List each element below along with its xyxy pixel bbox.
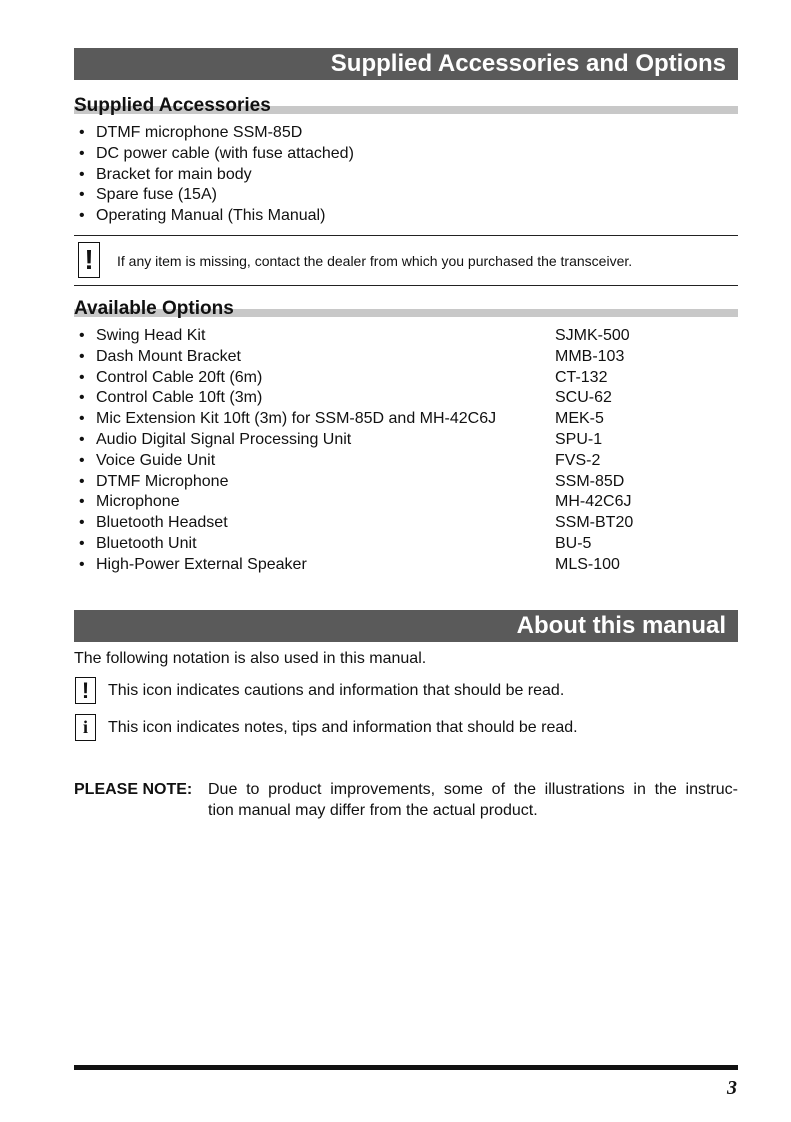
option-name: Microphone [96, 493, 180, 511]
option-name: Audio Digital Signal Processing Unit [96, 430, 352, 448]
option-name: Voice Guide Unit [96, 451, 216, 469]
option-row [74, 409, 738, 430]
option-code: SSM-85D [555, 472, 625, 490]
note-bottom-rule [74, 285, 738, 286]
option-code: MLS-100 [555, 555, 620, 573]
caution-icon: ! [75, 677, 96, 704]
available-options-list [74, 326, 738, 576]
option-name: Control Cable 10ft (3m) [96, 389, 263, 407]
list-item: • Spare fuse (15A) [74, 185, 354, 206]
option-row [74, 347, 738, 368]
info-icon: i [75, 714, 96, 741]
caution-icon: ! [78, 242, 100, 278]
option-row [74, 513, 738, 534]
option-code: MEK-5 [555, 410, 604, 428]
option-name: Control Cable 20ft (6m) [96, 368, 263, 386]
option-name: Bluetooth Unit [96, 534, 197, 552]
option-row [74, 388, 738, 409]
list-item: • DC power cable (with fuse attached) [74, 144, 354, 165]
note-top-rule [74, 235, 738, 236]
supplied-accessories-heading [74, 95, 738, 117]
heading-text: Available Options [74, 298, 234, 319]
option-code: MH-42C6J [555, 493, 632, 511]
option-code: MMB-103 [555, 347, 625, 365]
option-code: FVS-2 [555, 451, 601, 469]
list-item: • DTMF microphone SSM-85D [74, 123, 354, 144]
please-note-label: PLEASE NOTE: [74, 781, 193, 798]
list-item: • Bracket for main body [74, 165, 354, 186]
option-code: SSM-BT20 [555, 514, 634, 532]
option-row [74, 492, 738, 513]
info-icon-description: This icon indicates notes, tips and information that should be read. [108, 719, 578, 736]
option-name: Dash Mount Bracket [96, 347, 241, 365]
option-code: SCU-62 [555, 389, 612, 407]
heading-text: Supplied Accessories [74, 95, 271, 116]
option-row [74, 534, 738, 555]
supplied-accessories-list [74, 123, 354, 227]
option-row [74, 451, 738, 472]
option-code: SJMK-500 [555, 327, 630, 344]
page-number: 3 [727, 1077, 737, 1099]
please-note-line2: tion manual may differ from the actual product. [208, 802, 538, 819]
option-row [74, 555, 738, 576]
option-name: Swing Head Kit [96, 327, 206, 344]
option-name: DTMF Microphone [96, 472, 229, 490]
section-banner-about-manual: About this manual [74, 610, 738, 642]
option-row [74, 472, 738, 493]
option-code: CT-132 [555, 368, 608, 386]
option-code: BU-5 [555, 534, 592, 552]
option-name: Bluetooth Headset [96, 514, 228, 532]
option-row [74, 368, 738, 389]
option-code: SPU-1 [555, 430, 603, 448]
list-item: • Operating Manual (This Manual) [74, 206, 354, 227]
caution-icon-description: This icon indicates cautions and information that should be read. [108, 682, 565, 699]
missing-item-note: If any item is missing, contact the dealer from which you purchased the transceiver. [117, 253, 633, 269]
footer-rule [74, 1065, 738, 1070]
option-row [74, 326, 738, 347]
section-banner-accessories: Supplied Accessories and Options [74, 48, 738, 80]
available-options-heading [74, 298, 738, 320]
please-note-line1: Due to product improvements, some of the illustrations in the instruc- [208, 781, 738, 798]
option-name: High-Power External Speaker [96, 555, 307, 573]
option-name: Mic Extension Kit 10ft (3m) for SSM-85D and MH-42C6J [96, 410, 497, 428]
notation-intro: The following notation is also used in this manual. [74, 650, 427, 667]
option-row [74, 430, 738, 451]
